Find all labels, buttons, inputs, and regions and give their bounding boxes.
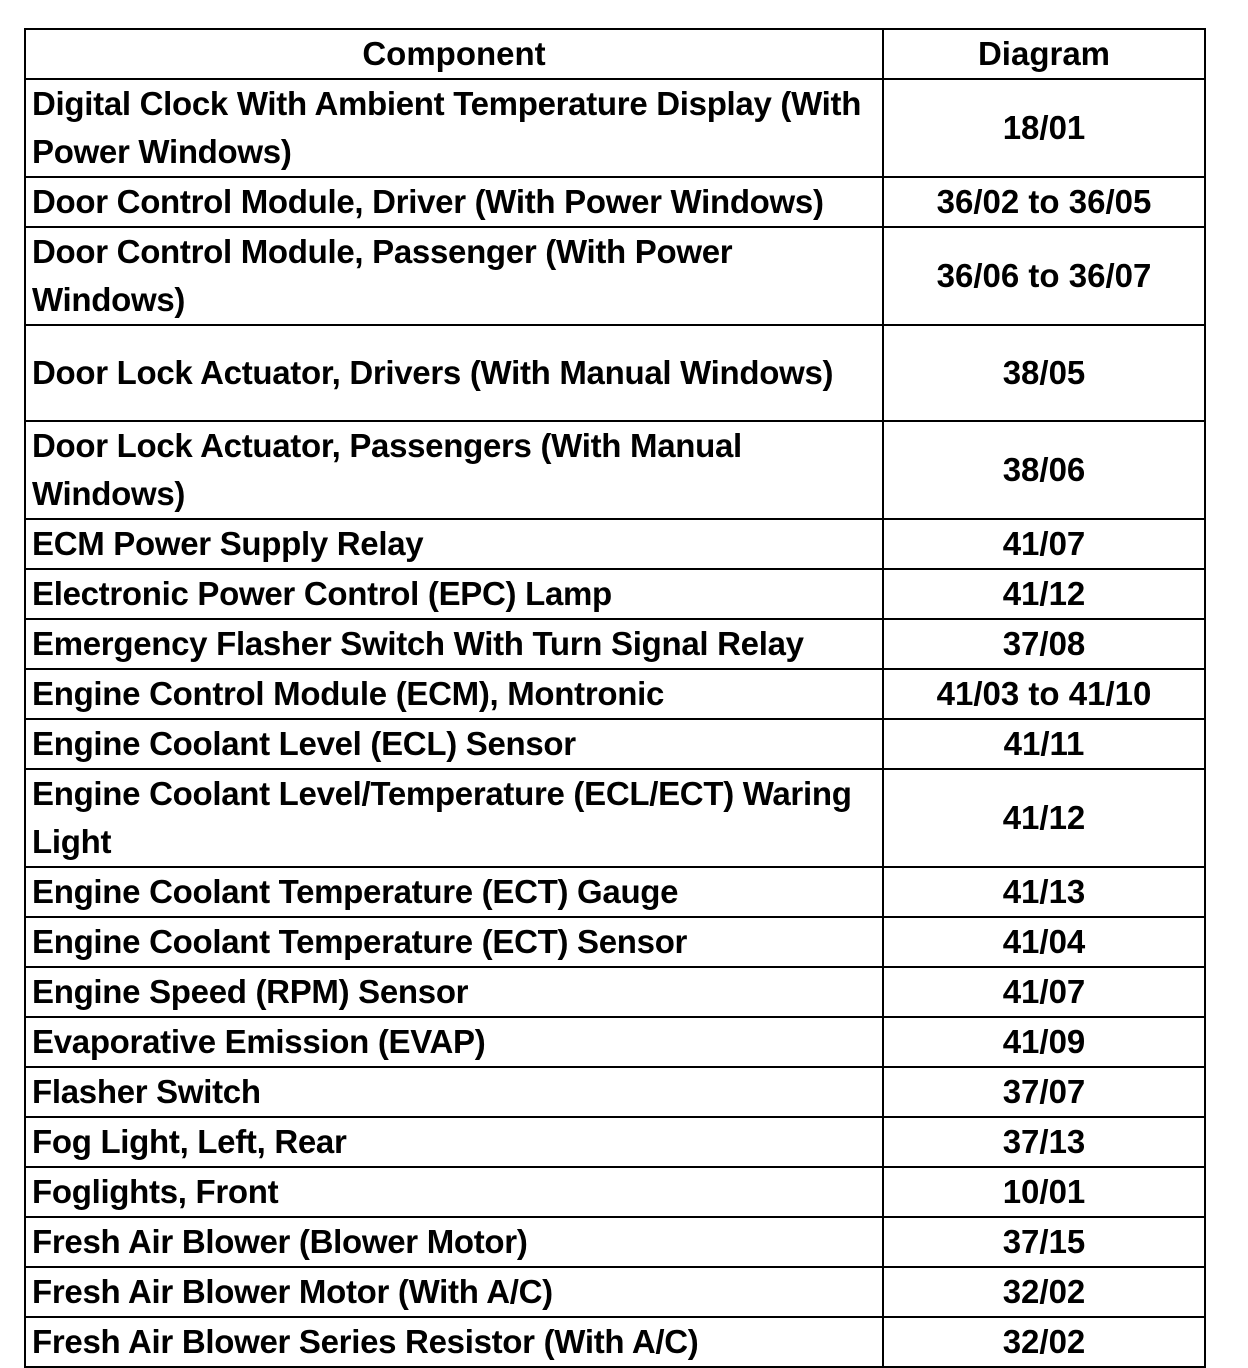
table-row [25,967,1205,1017]
diagram-cell: 41/11 [883,719,1205,769]
component-cell: Fresh Air Blower Motor (With A/C) [25,1267,883,1317]
table-row [25,1267,1205,1317]
diagram-cell: 37/13 [883,1117,1205,1167]
component-cell: Door Lock Actuator, Drivers (With Manual Windows) [25,325,883,421]
component-cell: Emergency Flasher Switch With Turn Signal Relay [25,619,883,669]
component-cell: Engine Coolant Temperature (ECT) Gauge [25,867,883,917]
component-cell: Evaporative Emission (EVAP) [25,1017,883,1067]
component-cell: Digital Clock With Ambient Temperature Display (With Power Windows) [25,79,883,177]
component-cell: ECM Power Supply Relay [25,519,883,569]
table-row [25,867,1205,917]
table-row [25,1317,1205,1367]
diagram-cell: 41/04 [883,917,1205,967]
table-row [25,917,1205,967]
component-cell: Engine Speed (RPM) Sensor [25,967,883,1017]
table-row [25,177,1205,227]
diagram-cell: 18/01 [883,79,1205,177]
table-row [25,519,1205,569]
component-cell: Door Control Module, Driver (With Power Windows) [25,177,883,227]
diagram-cell: 36/02 to 36/05 [883,177,1205,227]
diagram-cell: 38/06 [883,421,1205,519]
component-cell: Engine Coolant Temperature (ECT) Sensor [25,917,883,967]
diagram-cell: 41/07 [883,519,1205,569]
component-diagram-table [24,28,1206,1368]
table-row [25,1167,1205,1217]
diagram-cell: 41/03 to 41/10 [883,669,1205,719]
diagram-cell: 37/15 [883,1217,1205,1267]
diagram-cell: 37/07 [883,1067,1205,1117]
component-cell: Fresh Air Blower (Blower Motor) [25,1217,883,1267]
component-cell: Electronic Power Control (EPC) Lamp [25,569,883,619]
diagram-cell: 41/13 [883,867,1205,917]
header-diagram: Diagram [883,29,1205,79]
diagram-cell: 38/05 [883,325,1205,421]
component-cell: Foglights, Front [25,1167,883,1217]
component-cell: Engine Coolant Level (ECL) Sensor [25,719,883,769]
table-row [25,669,1205,719]
header-component: Component [25,29,883,79]
table-header-row [25,29,1205,79]
table-body [25,79,1205,1367]
component-cell: Engine Coolant Level/Temperature (ECL/ECT) Waring Light [25,769,883,867]
component-cell: Flasher Switch [25,1067,883,1117]
table-row [25,719,1205,769]
diagram-cell: 41/12 [883,569,1205,619]
component-cell: Engine Control Module (ECM), Montronic [25,669,883,719]
table-row [25,619,1205,669]
diagram-cell: 32/02 [883,1267,1205,1317]
table-row [25,1217,1205,1267]
table-row [25,769,1205,867]
diagram-cell: 41/09 [883,1017,1205,1067]
table-row [25,1017,1205,1067]
table-row [25,1067,1205,1117]
component-cell: Fog Light, Left, Rear [25,1117,883,1167]
table-row [25,325,1205,421]
table-row [25,421,1205,519]
diagram-cell: 41/07 [883,967,1205,1017]
diagram-cell: 37/08 [883,619,1205,669]
table-row [25,569,1205,619]
diagram-cell: 36/06 to 36/07 [883,227,1205,325]
diagram-cell: 41/12 [883,769,1205,867]
component-cell: Door Lock Actuator, Passengers (With Manual Windows) [25,421,883,519]
component-cell: Door Control Module, Passenger (With Power Windows) [25,227,883,325]
table-row [25,1117,1205,1167]
table-row [25,79,1205,177]
diagram-cell: 10/01 [883,1167,1205,1217]
diagram-cell: 32/02 [883,1317,1205,1367]
component-cell: Fresh Air Blower Series Resistor (With A/C) [25,1317,883,1367]
table-row [25,227,1205,325]
